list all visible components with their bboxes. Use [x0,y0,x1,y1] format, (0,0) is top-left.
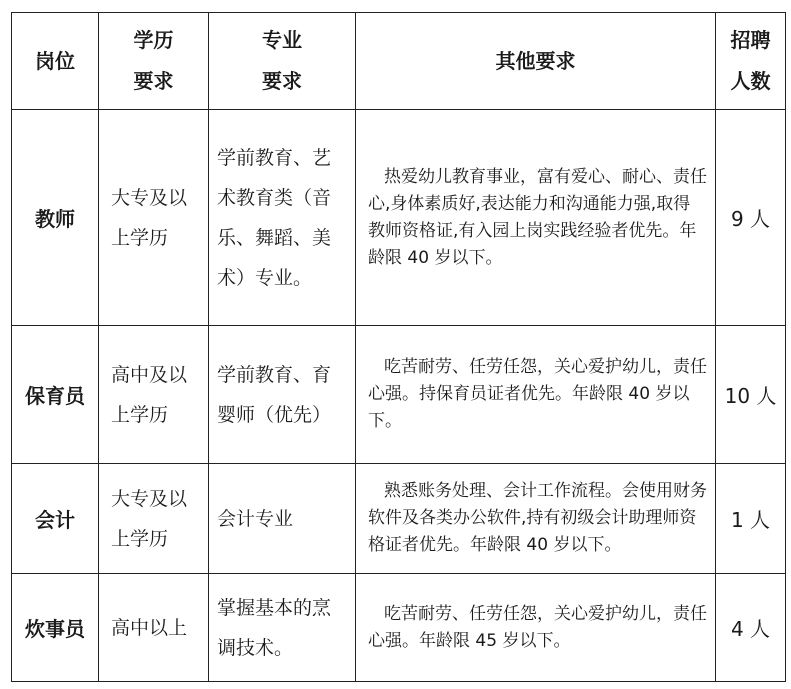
count-cell: 9 人 [716,110,786,326]
position-cell: 保育员 [12,326,99,464]
education-line: 上学历 [111,403,169,426]
header-major-line1: 专业 [262,28,302,52]
position-cell: 教师 [12,110,99,326]
major-line: 掌握基本的烹 [217,596,332,619]
header-row [12,13,786,110]
major-cell [209,464,356,574]
other-requirements-cell: 吃苦耐劳、任劳任怨，关心爱护幼儿，责任心强。年龄限 45 岁以下。 [356,574,716,682]
education-cell [99,110,209,326]
major-line: 婴师（优先） [217,403,332,426]
header-position: 岗位 [12,13,99,110]
count-cell: 10 人 [716,326,786,464]
header-education-line2: 要求 [133,69,174,93]
education-line: 上学历 [111,527,169,550]
education-line: 高中及以 [111,363,188,386]
table-row [12,464,786,574]
other-requirements-cell: 热爱幼儿教育事业，富有爱心、耐心、责任心,身体素质好,表达能力和沟通能力强,取得教师资格证,有入园上岗实践经验者优先。年龄限 40 岁以下。 [356,110,716,326]
recruitment-table [11,12,786,682]
table-row [12,574,786,682]
header-major-line2: 要求 [262,69,302,93]
header-count [716,13,786,110]
header-education-line1: 学历 [133,28,174,52]
header-major [209,13,356,110]
table-row [12,326,786,464]
position-cell: 炊事员 [12,574,99,682]
position-cell: 会计 [12,464,99,574]
education-cell [99,326,209,464]
major-line: 会计专业 [217,507,294,530]
major-line: 调技术。 [217,636,294,659]
education-line: 高中以上 [111,616,188,639]
header-count-line1: 招聘 [730,28,771,52]
education-line: 大专及以 [111,487,188,510]
major-line: 学前教育、育 [217,363,332,386]
major-line: 学前教育、艺 [217,146,332,169]
major-line: 术）专业。 [217,266,313,289]
header-other: 其他要求 [356,13,716,110]
major-cell [209,326,356,464]
count-cell: 1 人 [716,464,786,574]
education-cell [99,464,209,574]
major-cell [209,574,356,682]
major-line: 乐、舞蹈、美 [217,226,332,249]
major-cell [209,110,356,326]
education-line: 上学历 [111,226,169,249]
other-requirements-cell: 熟悉账务处理、会计工作流程。会使用财务软件及各类办公软件,持有初级会计助理师资格证者优先。年龄限 40 岁以下。 [356,464,716,574]
table-row [12,110,786,326]
major-line: 术教育类（音 [217,186,332,209]
count-cell: 4 人 [716,574,786,682]
education-cell [99,574,209,682]
other-requirements-cell: 吃苦耐劳、任劳任怨，关心爱护幼儿，责任心强。持保育员证者优先。年龄限 40 岁以下。 [356,326,716,464]
education-line: 大专及以 [111,186,188,209]
header-education [99,13,209,110]
header-count-line2: 人数 [730,69,771,93]
